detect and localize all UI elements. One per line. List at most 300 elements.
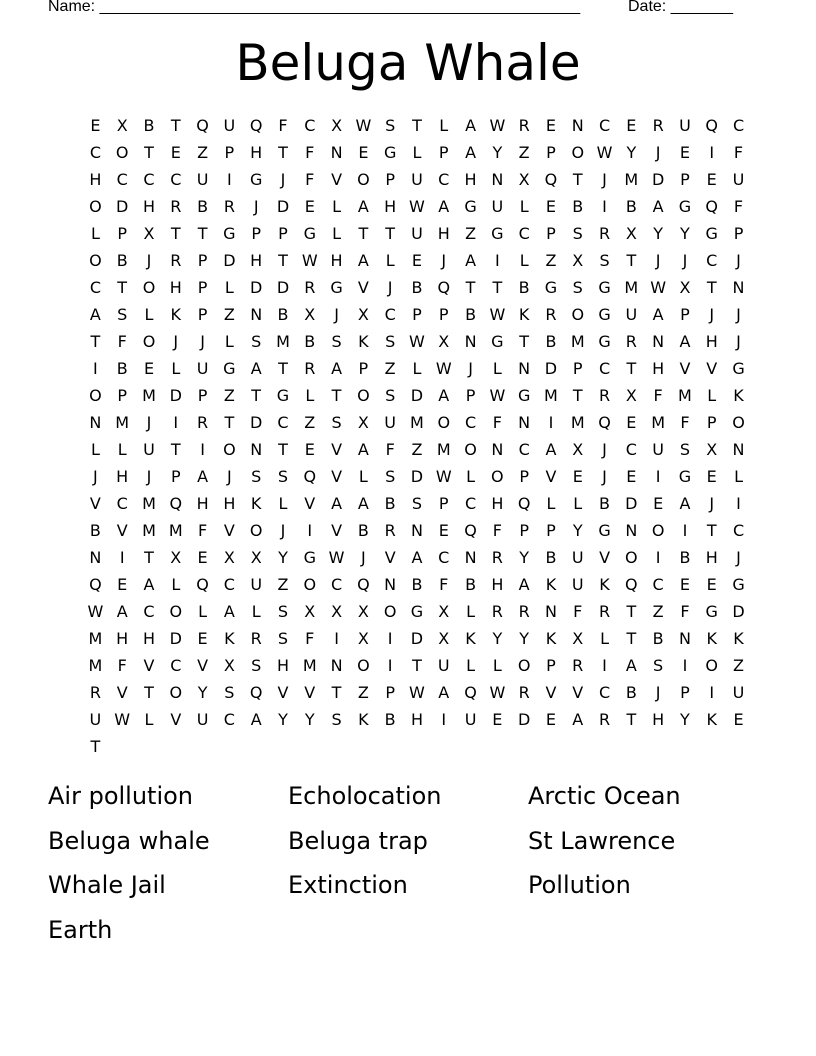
grid-letter: V bbox=[384, 548, 396, 567]
grid-letter: H bbox=[384, 197, 397, 216]
grid-letter: O bbox=[142, 278, 156, 297]
grid-letter: P bbox=[197, 278, 208, 297]
grid-letter: A bbox=[331, 494, 343, 513]
grid-letter: E bbox=[626, 467, 637, 486]
grid-letter: E bbox=[706, 575, 717, 594]
grid-letter: N bbox=[625, 521, 638, 540]
grid-letter: B bbox=[384, 494, 396, 513]
grid-letter: R bbox=[598, 602, 611, 621]
grid-letter: X bbox=[572, 629, 584, 648]
grid-letter: Y bbox=[278, 548, 288, 567]
grid-letter: A bbox=[250, 359, 262, 378]
grid-letter: Z bbox=[384, 359, 396, 378]
grid-letter: H bbox=[410, 710, 423, 729]
grid-letter: O bbox=[732, 413, 745, 432]
grid-letter: Y bbox=[572, 521, 583, 540]
grid-letter: S bbox=[277, 467, 289, 486]
grid-letter: Z bbox=[357, 683, 369, 702]
grid-letter: V bbox=[679, 359, 691, 378]
grid-letter: X bbox=[679, 278, 691, 297]
grid-letter: Q bbox=[357, 575, 370, 594]
grid-letter: T bbox=[278, 440, 288, 459]
grid-letter: D bbox=[651, 170, 665, 189]
grid-letter: B bbox=[89, 521, 101, 540]
word-list-item: Arctic Ocean bbox=[528, 782, 681, 810]
grid-letter: U bbox=[732, 683, 745, 702]
grid-letter: M bbox=[570, 413, 585, 432]
grid-letter: A bbox=[465, 116, 477, 135]
grid-letter: L bbox=[573, 494, 583, 513]
grid-letter: G bbox=[410, 602, 424, 621]
grid-letter: I bbox=[682, 656, 688, 675]
grid-letter: W bbox=[355, 116, 372, 135]
grid-letter: N bbox=[250, 305, 263, 324]
grid-letter: U bbox=[196, 359, 209, 378]
grid-letter: D bbox=[250, 413, 263, 432]
grid-letter: P bbox=[278, 224, 288, 243]
grid-letter: R bbox=[491, 602, 503, 621]
grid-letter: L bbox=[305, 386, 315, 405]
grid-letter: S bbox=[572, 278, 583, 297]
grid-letter: O bbox=[705, 656, 719, 675]
grid-letter: G bbox=[249, 170, 263, 189]
grid-letter: J bbox=[227, 467, 232, 486]
grid-letter: F bbox=[278, 116, 288, 135]
grid-letter: O bbox=[571, 143, 585, 162]
grid-letter: F bbox=[439, 575, 449, 594]
grid-letter: K bbox=[224, 629, 235, 648]
grid-letter: O bbox=[464, 440, 477, 459]
grid-letter: H bbox=[276, 656, 289, 675]
grid-letter: T bbox=[706, 521, 717, 540]
grid-letter: P bbox=[572, 359, 583, 378]
grid-letter: A bbox=[465, 251, 477, 270]
grid-letter: I bbox=[307, 521, 313, 540]
grid-letter: L bbox=[707, 386, 717, 405]
page-title: Beluga Whale bbox=[235, 34, 581, 92]
grid-letter: Q bbox=[598, 413, 611, 432]
grid-letter: U bbox=[411, 170, 423, 189]
grid-letter: M bbox=[544, 386, 558, 405]
grid-letter: A bbox=[223, 602, 235, 621]
grid-letter: G bbox=[598, 305, 611, 324]
grid-letter: F bbox=[733, 143, 744, 162]
grid-letter: C bbox=[464, 413, 477, 432]
grid-letter: Z bbox=[545, 251, 557, 270]
grid-letter: G bbox=[491, 332, 504, 351]
grid-letter: L bbox=[734, 467, 743, 486]
grid-letter: G bbox=[678, 197, 692, 216]
grid-letter: Y bbox=[680, 224, 690, 243]
grid-letter: V bbox=[545, 467, 557, 486]
grid-letter: U bbox=[89, 710, 102, 729]
grid-letter: T bbox=[706, 278, 717, 297]
grid-letter: N bbox=[330, 143, 343, 162]
grid-letter: S bbox=[331, 413, 342, 432]
grid-letter: R bbox=[652, 116, 664, 135]
grid-letter: A bbox=[357, 440, 369, 459]
grid-letter: A bbox=[465, 143, 477, 162]
grid-letter: R bbox=[250, 629, 262, 648]
grid-letter: Y bbox=[278, 710, 288, 729]
grid-letter: L bbox=[358, 467, 368, 486]
grid-letter: Z bbox=[223, 305, 235, 324]
grid-letter: R bbox=[89, 683, 101, 702]
grid-letter: Q bbox=[464, 521, 477, 540]
grid-letter: A bbox=[357, 494, 369, 513]
grid-letter: B bbox=[411, 278, 423, 297]
grid-letter: T bbox=[331, 386, 342, 405]
grid-letter: M bbox=[115, 413, 130, 432]
grid-letter: B bbox=[625, 197, 637, 216]
grid-letter: K bbox=[465, 629, 476, 648]
grid-letter: K bbox=[358, 332, 369, 351]
grid-letter: C bbox=[384, 305, 396, 324]
grid-letter: F bbox=[305, 629, 315, 648]
grid-letter: G bbox=[678, 467, 692, 486]
grid-letter: T bbox=[626, 710, 637, 729]
grid-letter: E bbox=[706, 170, 717, 189]
grid-letter: P bbox=[385, 683, 395, 702]
grid-letter: J bbox=[655, 683, 661, 702]
grid-letter: D bbox=[250, 278, 263, 297]
grid-letter: T bbox=[251, 386, 262, 405]
grid-letter: Y bbox=[519, 548, 530, 567]
grid-letter: T bbox=[90, 332, 101, 351]
grid-letter: D bbox=[410, 629, 424, 648]
grid-letter: L bbox=[439, 116, 449, 135]
grid-letter: K bbox=[706, 710, 717, 729]
grid-letter: C bbox=[732, 116, 745, 135]
grid-letter: C bbox=[89, 143, 101, 162]
grid-letter: K bbox=[358, 710, 369, 729]
grid-letter: C bbox=[598, 116, 611, 135]
grid-letter: P bbox=[438, 494, 449, 513]
grid-letter: T bbox=[224, 413, 235, 432]
grid-letter: A bbox=[357, 251, 369, 270]
grid-letter: H bbox=[705, 332, 718, 351]
grid-letter: X bbox=[223, 548, 235, 567]
grid-letter: R bbox=[598, 710, 611, 729]
grid-letter: B bbox=[545, 548, 557, 567]
grid-letter: I bbox=[494, 251, 500, 270]
grid-letter: C bbox=[143, 602, 155, 621]
grid-letter: A bbox=[438, 197, 450, 216]
grid-letter: D bbox=[625, 494, 638, 513]
grid-letter: J bbox=[736, 251, 741, 270]
grid-letter: Q bbox=[303, 467, 317, 486]
grid-letter: O bbox=[357, 386, 370, 405]
grid-letter: W bbox=[489, 305, 506, 324]
grid-letter: Y bbox=[626, 143, 637, 162]
grid-letter: L bbox=[492, 359, 502, 378]
grid-letter: A bbox=[438, 683, 450, 702]
grid-letter: N bbox=[732, 440, 745, 459]
word-list bbox=[48, 779, 768, 957]
grid-letter: P bbox=[733, 224, 744, 243]
grid-letter: F bbox=[385, 440, 395, 459]
grid-letter: A bbox=[545, 440, 557, 459]
grid-letter: T bbox=[626, 602, 637, 621]
grid-letter: U bbox=[491, 197, 504, 216]
grid-letter: L bbox=[466, 656, 476, 675]
grid-letter: T bbox=[492, 278, 503, 297]
grid-letter: L bbox=[519, 197, 529, 216]
grid-letter: L bbox=[144, 305, 154, 324]
grid-letter: J bbox=[709, 494, 715, 513]
grid-letter: O bbox=[491, 467, 504, 486]
grid-letter: M bbox=[570, 332, 585, 351]
grid-letter: N bbox=[464, 332, 477, 351]
grid-letter: P bbox=[251, 224, 261, 243]
grid-letter: G bbox=[732, 359, 745, 378]
grid-letter: Q bbox=[169, 494, 183, 513]
grid-letter: G bbox=[491, 224, 504, 243]
grid-letter: H bbox=[330, 251, 343, 270]
grid-letter: X bbox=[625, 386, 637, 405]
grid-letter: E bbox=[117, 575, 128, 594]
grid-letter: R bbox=[518, 116, 530, 135]
grid-letter: M bbox=[624, 170, 639, 189]
grid-letter: S bbox=[679, 440, 690, 459]
grid-letter: Y bbox=[680, 710, 690, 729]
grid-letter: J bbox=[146, 251, 152, 270]
grid-letter: V bbox=[223, 521, 235, 540]
header bbox=[48, 0, 733, 17]
grid-letter: X bbox=[438, 629, 450, 648]
grid-letter: F bbox=[653, 386, 663, 405]
grid-letter: L bbox=[385, 251, 395, 270]
grid-letter: B bbox=[679, 548, 691, 567]
grid-letter: T bbox=[626, 359, 637, 378]
grid-letter: Z bbox=[197, 143, 209, 162]
grid-letter: B bbox=[197, 197, 209, 216]
grid-letter: P bbox=[197, 386, 208, 405]
grid-letter: Y bbox=[492, 629, 503, 648]
grid-letter: S bbox=[385, 332, 396, 351]
grid-letter: P bbox=[465, 386, 476, 405]
grid-letter: O bbox=[89, 197, 102, 216]
grid-letter: M bbox=[142, 521, 156, 540]
grid-letter: G bbox=[598, 278, 611, 297]
grid-letter: B bbox=[304, 332, 316, 351]
grid-letter: A bbox=[679, 494, 691, 513]
grid-letter: C bbox=[438, 548, 450, 567]
grid-letter: M bbox=[88, 656, 103, 675]
grid-letter: Q bbox=[249, 116, 263, 135]
grid-letter: A bbox=[652, 305, 664, 324]
grid-letter: V bbox=[304, 683, 316, 702]
grid-letter: O bbox=[169, 602, 183, 621]
grid-letter: L bbox=[519, 251, 529, 270]
grid-letter: D bbox=[276, 278, 290, 297]
grid-letter: A bbox=[625, 656, 637, 675]
grid-letter: Q bbox=[249, 683, 263, 702]
grid-letter: Q bbox=[705, 116, 719, 135]
grid-letter: R bbox=[518, 602, 530, 621]
grid-letter: C bbox=[277, 413, 289, 432]
grid-letter: D bbox=[544, 359, 558, 378]
grid-letter: I bbox=[602, 197, 607, 216]
grid-letter: J bbox=[280, 170, 286, 189]
grid-letter: C bbox=[223, 575, 235, 594]
grid-letter: X bbox=[223, 656, 235, 675]
grid-letter: L bbox=[600, 629, 609, 648]
grid-letter: L bbox=[466, 467, 476, 486]
grid-letter: L bbox=[412, 143, 422, 162]
grid-letter: Z bbox=[411, 440, 423, 459]
grid-letter: Y bbox=[519, 629, 530, 648]
grid-letter: E bbox=[304, 440, 315, 459]
grid-letter: E bbox=[679, 575, 690, 594]
grid-letter: C bbox=[89, 278, 101, 297]
grid-letter: A bbox=[652, 197, 664, 216]
grid-letter: S bbox=[277, 629, 289, 648]
grid-letter: R bbox=[197, 413, 209, 432]
grid-letter: A bbox=[143, 575, 155, 594]
grid-letter: P bbox=[546, 143, 556, 162]
grid-letter: W bbox=[409, 332, 425, 351]
grid-letter: N bbox=[250, 440, 263, 459]
grid-letter: W bbox=[409, 197, 425, 216]
grid-letter: X bbox=[250, 548, 262, 567]
grid-letter: W bbox=[435, 467, 452, 486]
grid-letter: H bbox=[705, 548, 718, 567]
grid-letter: I bbox=[682, 521, 688, 540]
grid-letter: C bbox=[652, 575, 664, 594]
grid-letter: I bbox=[709, 683, 715, 702]
grid-letter: H bbox=[652, 359, 665, 378]
grid-letter: T bbox=[572, 386, 583, 405]
grid-letter: P bbox=[197, 305, 208, 324]
grid-letter: W bbox=[114, 710, 131, 729]
grid-letter: F bbox=[680, 413, 690, 432]
grid-letter: E bbox=[572, 467, 583, 486]
grid-letter: S bbox=[572, 224, 583, 243]
grid-letter: X bbox=[357, 305, 369, 324]
grid-letter: O bbox=[437, 413, 451, 432]
grid-letter: P bbox=[680, 683, 690, 702]
grid-letter: A bbox=[89, 305, 101, 324]
grid-letter: Q bbox=[625, 575, 638, 594]
grid-letter: R bbox=[625, 332, 637, 351]
grid-letter: I bbox=[548, 413, 554, 432]
grid-letter: U bbox=[250, 575, 263, 594]
grid-letter: T bbox=[197, 224, 208, 243]
grid-letter: M bbox=[142, 494, 156, 513]
grid-letter: N bbox=[330, 656, 343, 675]
grid-letter: A bbox=[331, 359, 343, 378]
grid-letter: J bbox=[173, 332, 179, 351]
grid-letter: R bbox=[304, 278, 316, 297]
grid-letter: H bbox=[142, 629, 155, 648]
grid-letter: V bbox=[706, 359, 718, 378]
grid-letter: F bbox=[573, 602, 583, 621]
grid-letter: G bbox=[464, 197, 477, 216]
grid-letter: P bbox=[546, 656, 556, 675]
grid-letter: N bbox=[384, 575, 397, 594]
grid-letter: T bbox=[144, 548, 154, 567]
grid-letter: J bbox=[682, 251, 688, 270]
grid-letter: N bbox=[89, 413, 102, 432]
grid-letter: B bbox=[465, 575, 477, 594]
grid-letter: L bbox=[332, 224, 342, 243]
grid-letter: L bbox=[198, 602, 208, 621]
grid-letter: X bbox=[116, 116, 128, 135]
grid-letter: F bbox=[117, 656, 127, 675]
grid-letter: R bbox=[598, 224, 611, 243]
grid-letter: N bbox=[571, 116, 584, 135]
grid-letter: P bbox=[706, 413, 717, 432]
grid-letter: L bbox=[332, 197, 342, 216]
grid-letter: U bbox=[384, 413, 397, 432]
grid-letter: S bbox=[411, 494, 423, 513]
grid-letter: J bbox=[602, 170, 607, 189]
grid-letter: X bbox=[331, 116, 343, 135]
grid-letter: X bbox=[357, 629, 369, 648]
grid-letter: P bbox=[546, 224, 556, 243]
grid-letter: T bbox=[170, 116, 181, 135]
grid-letter: Z bbox=[733, 656, 744, 675]
grid-letter: O bbox=[89, 251, 102, 270]
grid-letter: C bbox=[625, 440, 637, 459]
grid-letter: P bbox=[438, 143, 449, 162]
grid-letter: P bbox=[519, 467, 529, 486]
grid-letter: T bbox=[465, 278, 476, 297]
grid-letter: P bbox=[438, 305, 449, 324]
grid-letter: A bbox=[438, 386, 450, 405]
grid-letter: K bbox=[518, 305, 530, 324]
grid-letter: I bbox=[709, 143, 715, 162]
grid-letter: X bbox=[357, 602, 369, 621]
name-field-label: Name: ______________________________________________________ bbox=[48, 0, 581, 15]
grid-letter: B bbox=[518, 278, 530, 297]
grid-letter: P bbox=[519, 521, 529, 540]
grid-letter: T bbox=[278, 143, 288, 162]
grid-letter: J bbox=[280, 521, 286, 540]
grid-letter: S bbox=[385, 467, 396, 486]
grid-letter: G bbox=[705, 602, 718, 621]
grid-letter: Z bbox=[223, 386, 235, 405]
grid-letter: D bbox=[732, 602, 745, 621]
grid-letter: N bbox=[491, 440, 504, 459]
grid-letter: V bbox=[197, 656, 209, 675]
grid-letter: I bbox=[655, 548, 661, 567]
word-list-item: Extinction bbox=[288, 871, 408, 899]
grid-letter: Q bbox=[196, 575, 209, 594]
grid-letter: H bbox=[250, 143, 263, 162]
grid-letter: G bbox=[732, 575, 745, 594]
grid-letter: L bbox=[278, 494, 288, 513]
grid-letter: I bbox=[334, 629, 339, 648]
grid-letter: P bbox=[385, 170, 395, 189]
grid-letter: U bbox=[143, 440, 155, 459]
grid-letter: N bbox=[652, 332, 665, 351]
grid-letter: V bbox=[357, 278, 369, 297]
grid-letter: S bbox=[224, 683, 235, 702]
grid-letter: U bbox=[571, 575, 584, 594]
grid-letter: P bbox=[170, 467, 181, 486]
grid-letter: H bbox=[196, 494, 209, 513]
grid-letter: L bbox=[466, 602, 476, 621]
grid-letter: E bbox=[492, 710, 503, 729]
grid-letter: M bbox=[410, 413, 424, 432]
grid-letter: O bbox=[651, 521, 665, 540]
grid-letter: R bbox=[384, 521, 396, 540]
grid-letter: X bbox=[170, 548, 182, 567]
grid-letter: P bbox=[412, 305, 422, 324]
word-list-item: St Lawrence bbox=[528, 826, 676, 855]
